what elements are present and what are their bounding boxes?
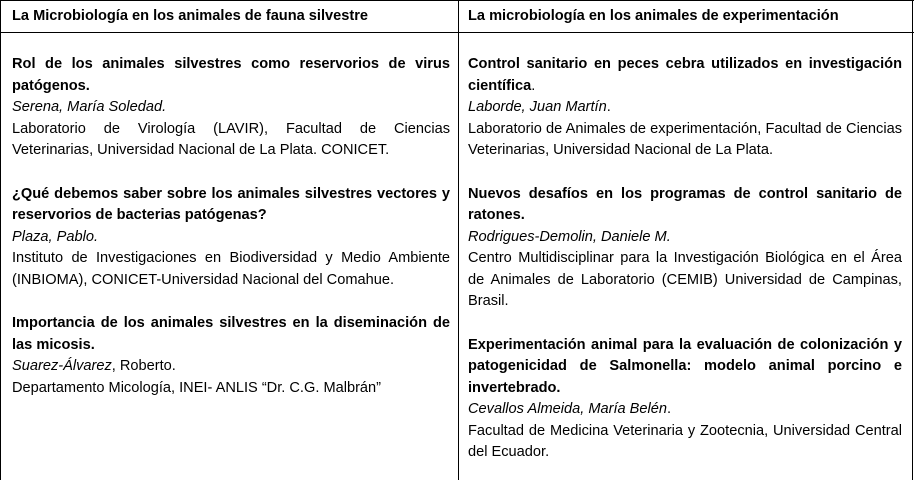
talk-title: Importancia de los animales silvestres en la diseminación de las micosis. <box>12 315 450 353</box>
talk-author: Rodrigues-Demolin, Daniele M. <box>468 228 671 245</box>
talk-author: Cevallos Almeida, María Belén. <box>468 401 672 417</box>
table-right-border <box>912 0 913 480</box>
talk-entry <box>12 313 450 399</box>
table-left-border <box>0 0 1 480</box>
talk-author: Laborde, Juan Martín. <box>468 99 611 115</box>
right-column <box>468 0 902 464</box>
talk-title: Nuevos desafíos en los programas de control sanitario de ratones. <box>468 185 902 223</box>
talk-title: Rol de los animales silvestres como reservorios de virus patógenos. <box>12 56 450 94</box>
right-column-header: La microbiología en los animales de experimentación <box>468 8 839 24</box>
talk-author: Plaza, Pablo. <box>12 228 98 245</box>
left-column-header: La Microbiología en los animales de fauna silvestre <box>12 8 369 24</box>
talk-title: ¿Qué debemos saber sobre los animales silvestres vectores y reservorios de bacterias patógenas? <box>12 185 450 223</box>
table-column-divider <box>458 0 459 480</box>
talk-title: Control sanitario en peces cebra utilizados en investigación científica. <box>468 56 902 94</box>
talk-title: Experimentación animal para la evaluación de colonización y patogenicidad de Salmonella: modelo animal porcino e invertebrado. <box>468 336 902 396</box>
talk-affiliation: Centro Multidisciplinar para la Investigación Biológica en el Área de Animales de Laboratorio (CEMIB) Universidad de Campinas, Brasil. <box>468 250 902 309</box>
talk-entry <box>12 54 450 162</box>
talk-affiliation: Facultad de Medicina Veterinaria y Zootecnia, Universidad Central del Ecuador. <box>468 422 902 460</box>
talk-entry <box>12 184 450 292</box>
talk-author: Suarez-Álvarez, Roberto. <box>12 358 176 374</box>
talk-author: Serena, María Soledad. <box>12 99 167 115</box>
talk-entry <box>468 54 902 162</box>
left-column <box>12 0 450 399</box>
talk-affiliation: Instituto de Investigaciones en Biodiversidad y Medio Ambiente (INBIOMA), CONICET-Universidad Nacional del Comahue. <box>12 250 450 288</box>
talk-affiliation: Laboratorio de Animales de experimentación, Facultad de Ciencias Veterinarias, Universidad Nacional de La Plata. <box>468 120 902 158</box>
talk-entry <box>468 335 902 464</box>
talk-affiliation: Laboratorio de Virología (LAVIR), Facultad de Ciencias Veterinarias, Universidad Nacional de La Plata. CONICET. <box>12 120 450 158</box>
talk-affiliation: Departamento Micología, INEI- ANLIS “Dr. C.G. Malbrán” <box>12 379 382 396</box>
talk-entry <box>468 184 902 313</box>
